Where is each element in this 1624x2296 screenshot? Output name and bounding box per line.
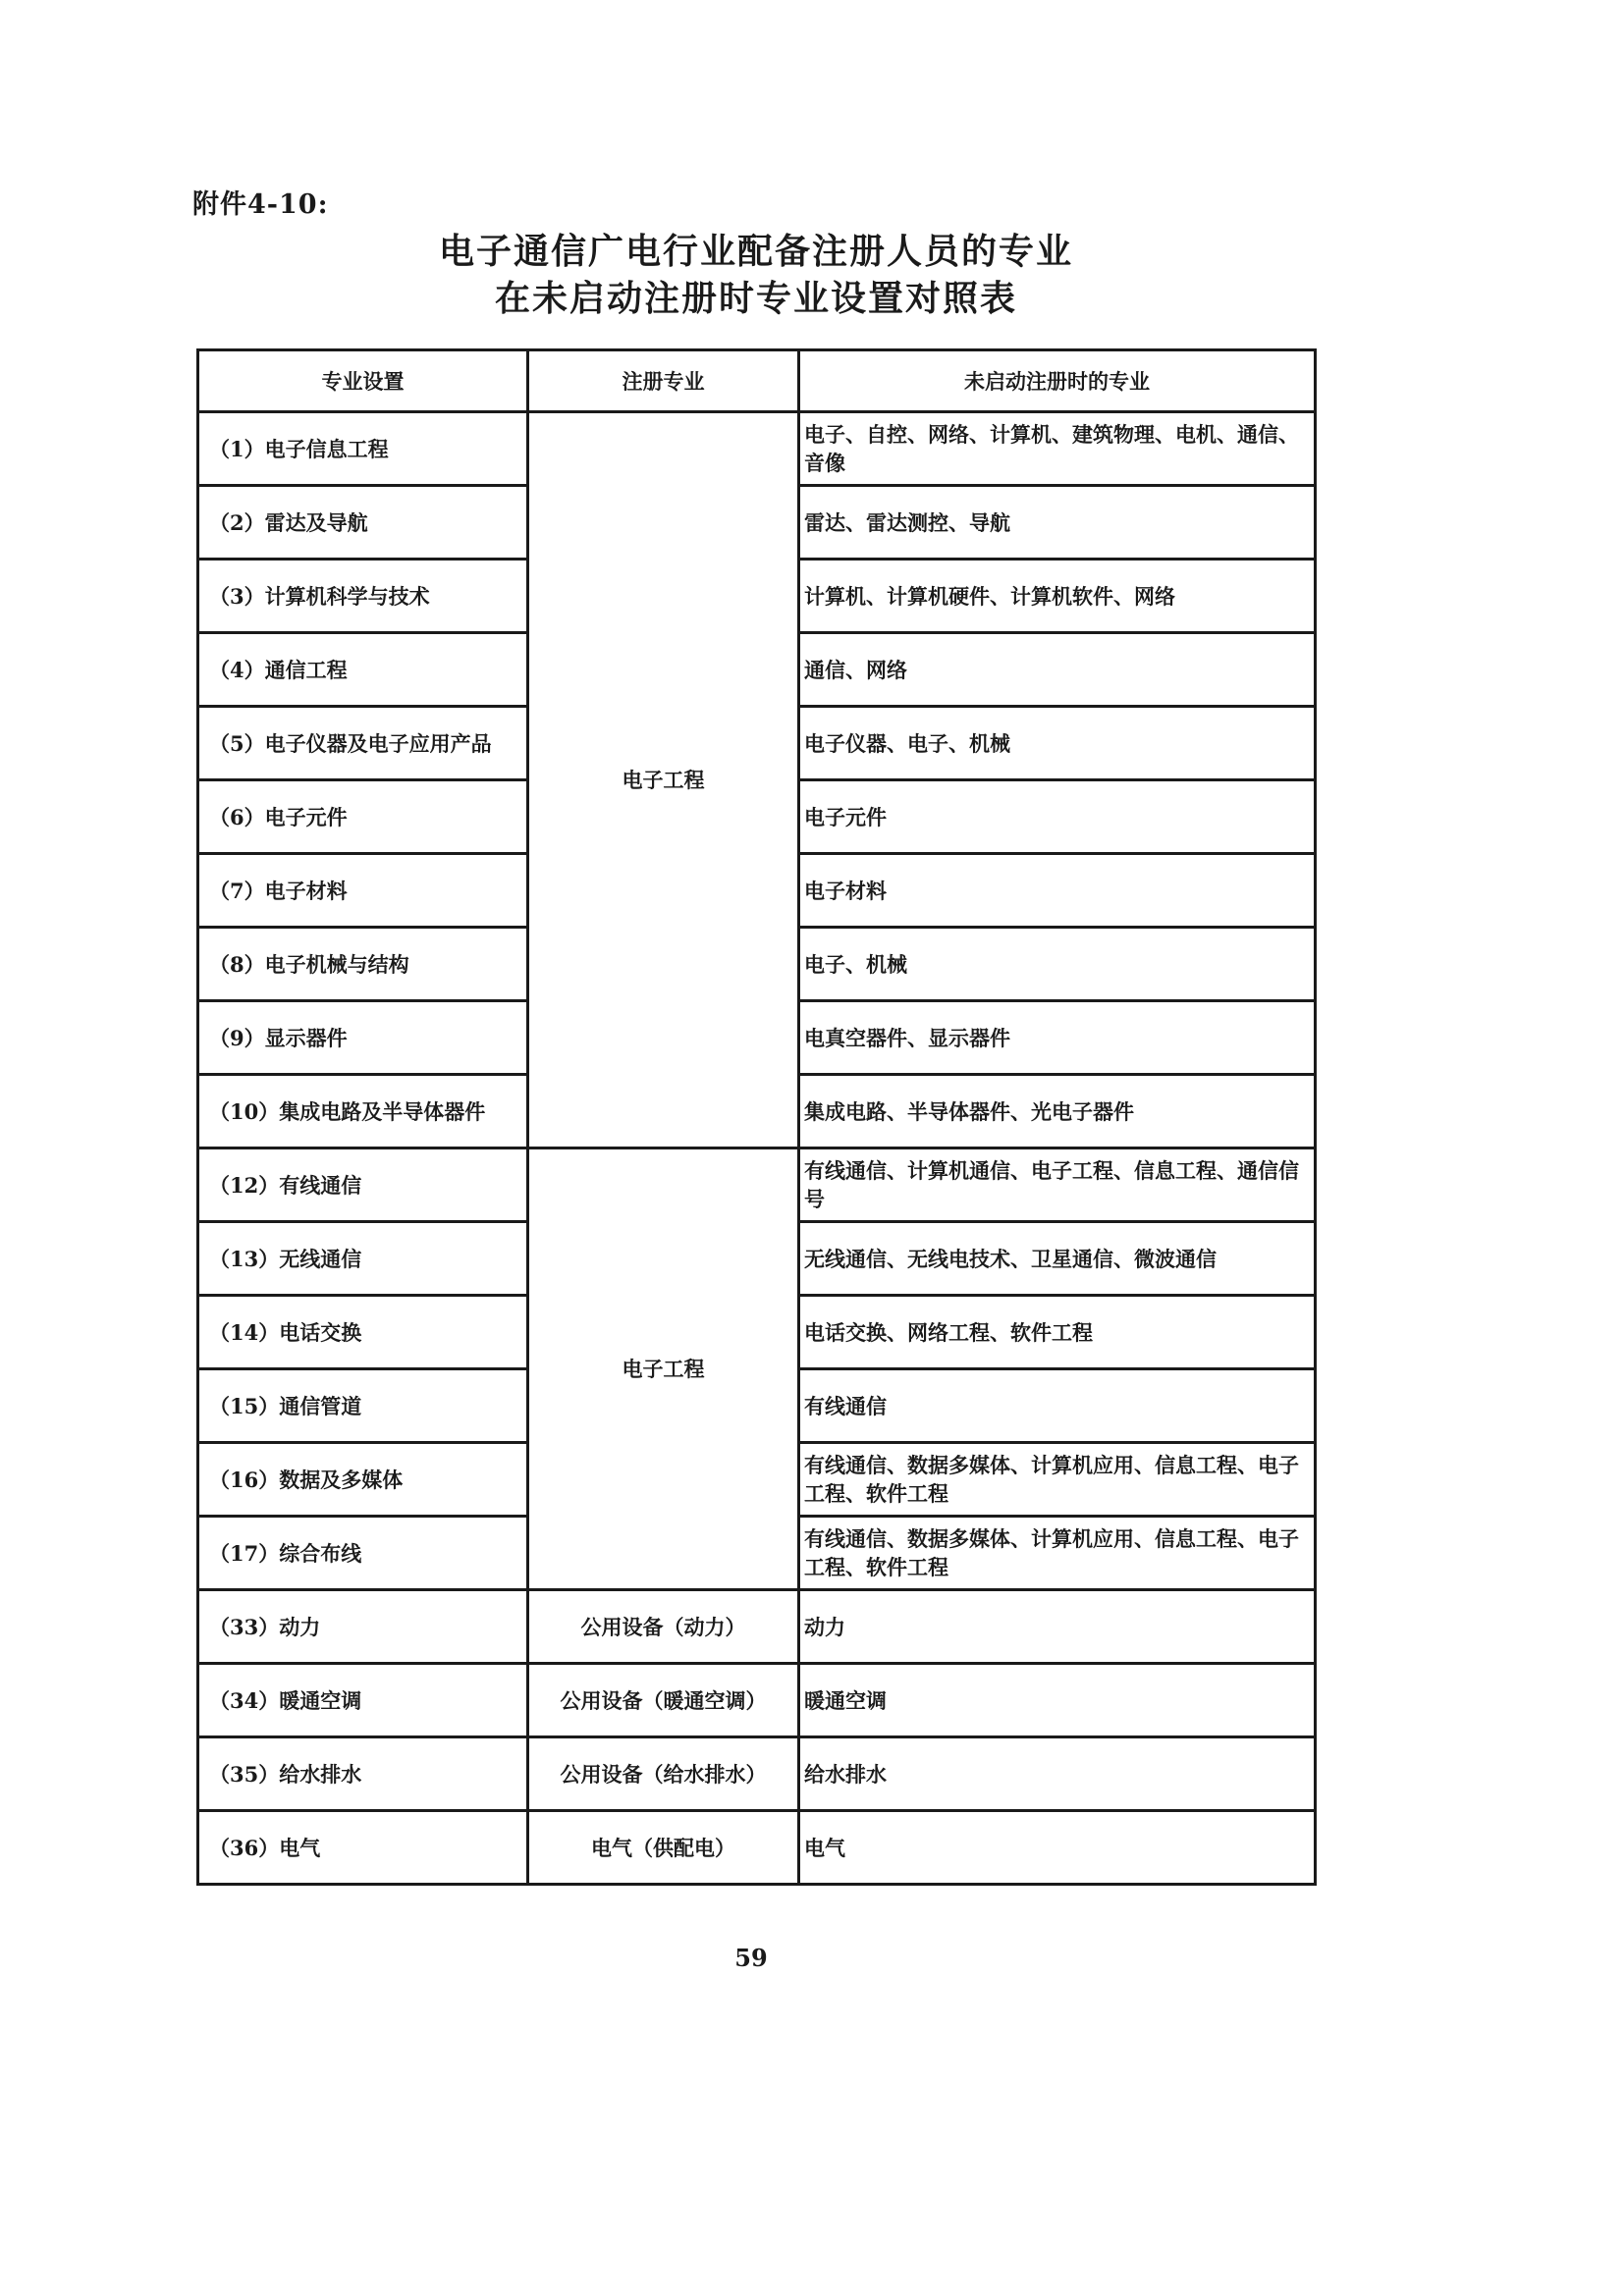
table-row [198,1590,1316,1664]
pre-registration-major-cell: 电气 [799,1811,1316,1885]
pre-registration-major-cell: 电子材料 [799,854,1316,928]
pre-registration-major-cell: 有线通信 [799,1369,1316,1443]
attachment-label: 附件4-10: [192,189,329,220]
pre-registration-major-cell: 雷达、雷达测控、导航 [799,486,1316,560]
major-setting-cell: （35）给水排水 [198,1737,528,1811]
major-setting-cell: （5）电子仪器及电子应用产品 [198,707,528,780]
pre-registration-major-cell: 无线通信、无线电技术、卫星通信、微波通信 [799,1222,1316,1296]
major-setting-cell: （4）通信工程 [198,633,528,707]
column-header-registered-major: 注册专业 [528,350,799,412]
pre-registration-major-cell: 电真空器件、显示器件 [799,1001,1316,1075]
major-setting-cell: （7）电子材料 [198,854,528,928]
major-setting-cell: （13）无线通信 [198,1222,528,1296]
pre-registration-major-cell: 集成电路、半导体器件、光电子器件 [799,1075,1316,1148]
pre-registration-major-cell: 电子元件 [799,780,1316,854]
pre-registration-major-cell: 有线通信、计算机通信、电子工程、信息工程、通信信号 [799,1148,1316,1222]
document-title-line2: 在未启动注册时专业设置对照表 [494,279,1017,319]
major-setting-cell: （3）计算机科学与技术 [198,560,528,633]
major-setting-cell: （17）综合布线 [198,1517,528,1590]
major-setting-cell: （12）有线通信 [198,1148,528,1222]
major-setting-cell: （1）电子信息工程 [198,412,528,486]
registered-major-cell: 电子工程 [528,412,799,1148]
pre-registration-major-cell: 电子仪器、电子、机械 [799,707,1316,780]
major-setting-cell: （10）集成电路及半导体器件 [198,1075,528,1148]
registered-major-cell: 电气（供配电） [528,1811,799,1885]
pre-registration-major-cell: 给水排水 [799,1737,1316,1811]
document-title-line1: 电子通信广电行业配备注册人员的专业 [438,232,1073,272]
table-row [198,1148,1316,1222]
registered-major-cell: 公用设备（动力） [528,1590,799,1664]
major-setting-cell: （33）动力 [198,1590,528,1664]
major-setting-cell: （14）电话交换 [198,1296,528,1369]
major-setting-cell: （34）暖通空调 [198,1664,528,1737]
pre-registration-major-cell: 电话交换、网络工程、软件工程 [799,1296,1316,1369]
column-header-major-setting: 专业设置 [198,350,528,412]
table-row [198,1664,1316,1737]
table-header-row [198,350,1316,412]
pre-registration-major-cell: 电子、自控、网络、计算机、建筑物理、电机、通信、音像 [799,412,1316,486]
major-setting-cell: （16）数据及多媒体 [198,1443,528,1517]
table-row [198,1737,1316,1811]
pre-registration-major-cell: 电子、机械 [799,928,1316,1001]
registered-major-cell: 电子工程 [528,1148,799,1590]
table-row [198,412,1316,486]
major-setting-cell: （6）电子元件 [198,780,528,854]
pre-registration-major-cell: 暖通空调 [799,1664,1316,1737]
pre-registration-major-cell: 有线通信、数据多媒体、计算机应用、信息工程、电子工程、软件工程 [799,1517,1316,1590]
column-header-pre-registration-major: 未启动注册时的专业 [799,350,1316,412]
major-setting-cell: （9）显示器件 [198,1001,528,1075]
table-row [198,1811,1316,1885]
registered-major-cell: 公用设备（给水排水） [528,1737,799,1811]
pre-registration-major-cell: 计算机、计算机硬件、计算机软件、网络 [799,560,1316,633]
major-setting-cell: （8）电子机械与结构 [198,928,528,1001]
major-setting-cell: （2）雷达及导航 [198,486,528,560]
pre-registration-major-cell: 通信、网络 [799,633,1316,707]
page-number: 59 [734,1944,768,1972]
registered-major-cell: 公用设备（暖通空调） [528,1664,799,1737]
major-setting-cell: （36）电气 [198,1811,528,1885]
major-mapping-table [196,348,1317,1886]
pre-registration-major-cell: 动力 [799,1590,1316,1664]
major-setting-cell: （15）通信管道 [198,1369,528,1443]
pre-registration-major-cell: 有线通信、数据多媒体、计算机应用、信息工程、电子工程、软件工程 [799,1443,1316,1517]
